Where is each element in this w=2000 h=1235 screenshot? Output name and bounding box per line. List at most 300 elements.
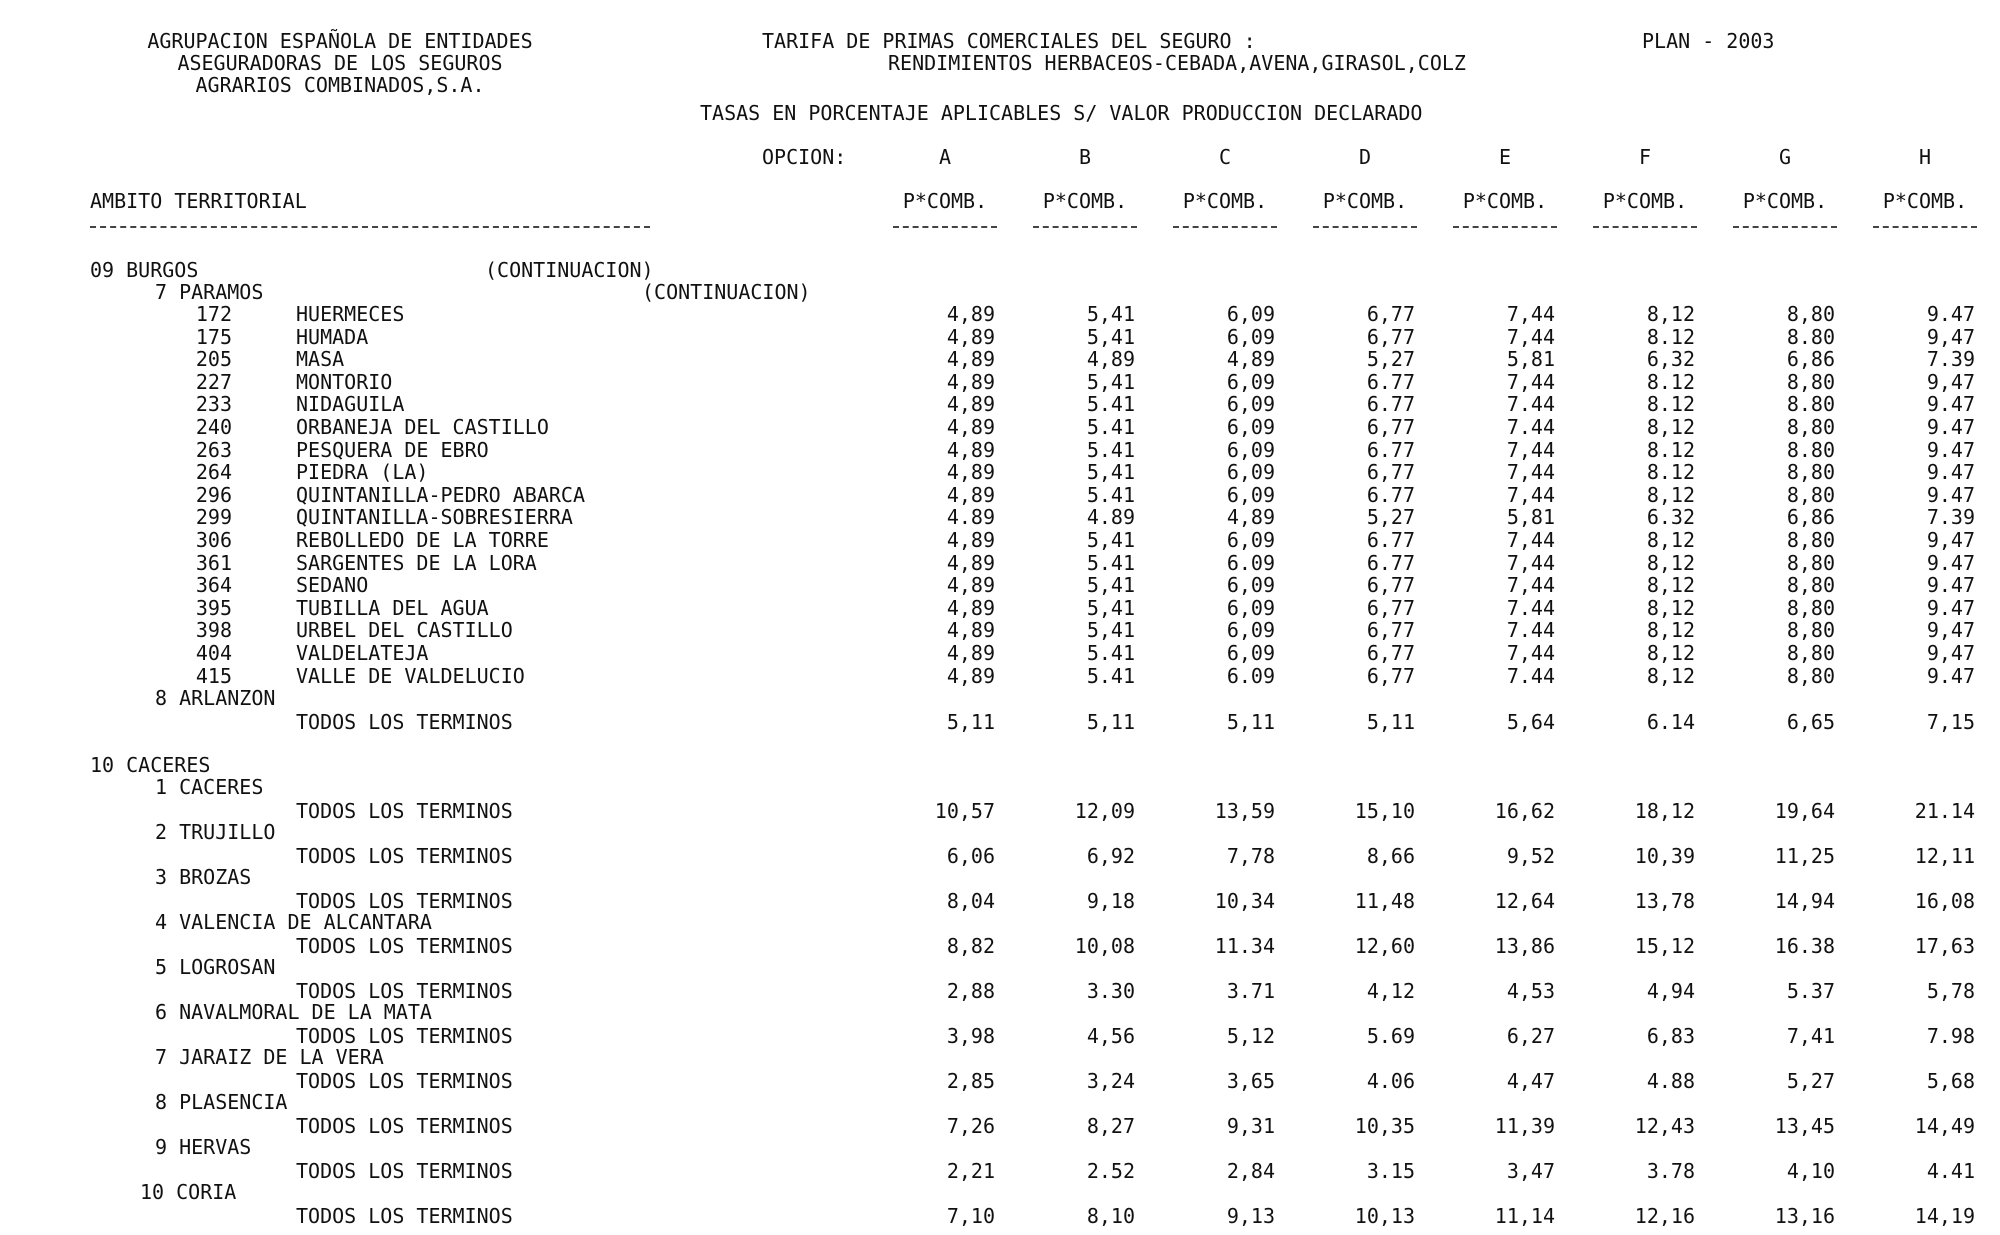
rate-cell-g: 8,80 <box>1786 415 1835 439</box>
rate-cell-b: 5.41 <box>1086 663 1135 688</box>
rate-cell-c: 2,84 <box>1226 1159 1275 1184</box>
municipality-code: 233 <box>195 392 232 417</box>
opcion-label: OPCION: <box>762 145 847 169</box>
municipality-code: 415 <box>195 663 232 688</box>
rate-cell-c: 6.09 <box>1226 550 1275 575</box>
rate-cell-f: 8,12 <box>1646 595 1695 620</box>
rate-cell-d: 15,10 <box>1354 799 1415 824</box>
rate-cell-b: 5.41 <box>1086 437 1135 462</box>
rate-cell-b: 5,41 <box>1086 573 1135 598</box>
rate-cell-f: 8,12 <box>1646 302 1695 326</box>
comarca-heading: 6 NAVALMORAL DE LA MATA <box>155 1000 432 1025</box>
rate-cell-g: 8,80 <box>1786 618 1835 643</box>
municipality-code: 240 <box>195 415 232 439</box>
tarifa-title: TARIFA DE PRIMAS COMERCIALES DEL SEGURO : <box>762 29 1256 53</box>
rate-cell-d: 12,60 <box>1354 934 1415 959</box>
rate-cell-h: 9.47 <box>1926 437 1975 462</box>
rate-cell-b: 5.41 <box>1086 550 1135 575</box>
rate-cell-d: 4,12 <box>1366 979 1415 1004</box>
rate-cell-a: 7,26 <box>946 1114 995 1139</box>
rate-cell-e: 16,62 <box>1494 799 1555 824</box>
municipality-name: URBEL DEL CASTILLO <box>296 618 513 643</box>
rate-cell-h: 12,11 <box>1914 844 1975 869</box>
rate-cell-b: 5,41 <box>1086 369 1135 394</box>
rate-cell-d: 8,66 <box>1366 844 1415 869</box>
rate-cell-b: 12,09 <box>1074 799 1135 824</box>
rate-cell-c: 4,89 <box>1226 505 1275 530</box>
option-subheader: P*COMB. <box>1182 189 1268 213</box>
rate-cell-f: 6,83 <box>1646 1024 1695 1049</box>
comarca-heading: 1 CACERES <box>155 775 264 800</box>
rate-cell-h: 5,68 <box>1926 1069 1975 1094</box>
municipality-name: PIEDRA (LA) <box>296 460 429 485</box>
ambito-underline <box>90 226 650 228</box>
rate-cell-d: 6,77 <box>1366 460 1415 485</box>
rate-cell-a: 7,10 <box>946 1204 995 1229</box>
rate-cell-f: 15,12 <box>1634 934 1695 959</box>
municipality-code: 361 <box>195 550 232 575</box>
rendimientos-subtitle: RENDIMIENTOS HERBACEOS-CEBADA,AVENA,GIRASOL,COLZ <box>888 51 1466 75</box>
todos-los-terminos-label: TODOS LOS TERMINOS <box>296 1114 513 1139</box>
municipality-code: 205 <box>195 347 232 372</box>
rate-cell-h: 17,63 <box>1914 934 1975 959</box>
rate-cell-g: 8,80 <box>1786 528 1835 552</box>
todos-los-terminos-label: TODOS LOS TERMINOS <box>296 889 513 914</box>
rate-cell-b: 8,27 <box>1086 1114 1135 1139</box>
rate-cell-e: 7.44 <box>1506 392 1555 417</box>
municipality-name: QUINTANILLA-PEDRO ABARCA <box>296 482 585 507</box>
rate-cell-f: 18,12 <box>1634 799 1695 824</box>
rate-cell-c: 6,09 <box>1226 369 1275 394</box>
rate-cell-a: 4,89 <box>946 595 995 620</box>
rate-cell-e: 4,47 <box>1506 1069 1555 1094</box>
rate-cell-f: 8.12 <box>1646 392 1695 417</box>
rate-cell-h: 7.39 <box>1926 505 1975 530</box>
rate-cell-g: 8,80 <box>1786 595 1835 620</box>
rate-cell-h: 9,47 <box>1926 369 1975 394</box>
rate-cell-d: 6,77 <box>1366 415 1415 439</box>
rate-cell-h: 7.98 <box>1926 1024 1975 1049</box>
municipality-name: HUERMECES <box>296 302 405 326</box>
rate-cell-e: 7,44 <box>1506 482 1555 507</box>
rate-cell-e: 11,39 <box>1494 1114 1555 1139</box>
rate-cell-c: 3.71 <box>1226 979 1275 1004</box>
rate-cell-c: 6,09 <box>1226 573 1275 598</box>
column-underline <box>1453 226 1557 228</box>
rate-cell-e: 7,44 <box>1506 641 1555 665</box>
rate-cell-a: 4,89 <box>946 641 995 665</box>
municipality-name: VALDELATEJA <box>296 641 429 665</box>
org-line-1: AGRUPACION ESPAÑOLA DE ENTIDADES <box>147 29 533 53</box>
rate-cell-g: 8,80 <box>1786 302 1835 326</box>
municipality-name: HUMADA <box>296 324 369 349</box>
option-letter-g: G <box>1778 145 1792 169</box>
rate-cell-d: 6.77 <box>1366 482 1415 507</box>
municipality-name: QUINTANILLA-SOBRESIERRA <box>296 505 573 530</box>
rate-cell-a: 4,89 <box>946 618 995 643</box>
rate-cell-b: 4,89 <box>1086 347 1135 372</box>
option-subheader: P*COMB. <box>902 189 988 213</box>
rate-cell-d: 6.77 <box>1366 369 1415 394</box>
rate-cell-c: 13,59 <box>1214 799 1275 824</box>
rate-cell-g: 5.37 <box>1786 979 1835 1004</box>
rate-cell-g: 6,65 <box>1786 710 1835 735</box>
rate-cell-f: 8,12 <box>1646 663 1695 688</box>
rate-cell-g: 13,16 <box>1774 1204 1835 1229</box>
rate-cell-h: 4.41 <box>1926 1159 1975 1184</box>
option-letter-e: E <box>1498 145 1512 169</box>
municipality-code: 227 <box>195 369 232 394</box>
rate-cell-h: 5,78 <box>1926 979 1975 1004</box>
rate-cell-f: 12,43 <box>1634 1114 1695 1139</box>
tasas-subtitle: TASAS EN PORCENTAJE APLICABLES S/ VALOR PRODUCCION DECLARADO <box>700 101 1423 125</box>
rate-cell-b: 5,41 <box>1086 528 1135 552</box>
rate-cell-e: 9,52 <box>1506 844 1555 869</box>
comarca-heading: 2 TRUJILLO <box>155 820 276 845</box>
option-subheader: P*COMB. <box>1602 189 1688 213</box>
todos-los-terminos-label: TODOS LOS TERMINOS <box>296 1069 513 1094</box>
rate-cell-e: 5,81 <box>1506 505 1555 530</box>
rate-cell-b: 4.89 <box>1086 505 1135 530</box>
rate-cell-c: 11.34 <box>1214 934 1275 959</box>
rate-cell-h: 7,15 <box>1926 710 1975 735</box>
org-line-2: ASEGURADORAS DE LOS SEGUROS <box>177 51 503 75</box>
rate-cell-h: 9,47 <box>1926 528 1975 552</box>
municipality-name: MONTORIO <box>296 369 393 394</box>
municipality-name: REBOLLEDO DE LA TORRE <box>296 528 549 552</box>
todos-los-terminos-label: TODOS LOS TERMINOS <box>296 934 513 959</box>
todos-los-terminos-label: TODOS LOS TERMINOS <box>296 1024 513 1049</box>
ambito-territorial-label: AMBITO TERRITORIAL <box>90 189 307 213</box>
rate-cell-g: 6,86 <box>1786 505 1835 530</box>
rate-cell-g: 6,86 <box>1786 347 1835 372</box>
option-subheader: P*COMB. <box>1742 189 1828 213</box>
rate-cell-a: 4,89 <box>946 392 995 417</box>
municipality-code: 395 <box>195 595 232 620</box>
municipality-code: 364 <box>195 573 232 598</box>
rate-cell-b: 2.52 <box>1086 1159 1135 1184</box>
rate-cell-f: 8.12 <box>1646 460 1695 485</box>
rate-cell-d: 6.77 <box>1366 437 1415 462</box>
rate-cell-c: 5,12 <box>1226 1024 1275 1049</box>
rate-cell-h: 9,47 <box>1926 618 1975 643</box>
rate-cell-e: 3,47 <box>1506 1159 1555 1184</box>
municipality-code: 172 <box>195 302 232 326</box>
rate-cell-d: 6,77 <box>1366 595 1415 620</box>
comarca-heading: 8 PLASENCIA <box>155 1090 288 1115</box>
rate-cell-e: 7.44 <box>1506 415 1555 439</box>
rate-cell-g: 5,27 <box>1786 1069 1835 1094</box>
rate-cell-f: 6.32 <box>1646 505 1695 530</box>
todos-los-terminos-label: TODOS LOS TERMINOS <box>296 979 513 1004</box>
option-letter-c: C <box>1218 145 1232 169</box>
rate-cell-h: 9,47 <box>1926 324 1975 349</box>
rate-cell-e: 11,14 <box>1494 1204 1555 1229</box>
rate-cell-a: 5,11 <box>946 710 995 735</box>
org-line-3: AGRARIOS COMBINADOS,S.A. <box>195 73 485 97</box>
rate-cell-d: 6.77 <box>1366 550 1415 575</box>
option-subheader: P*COMB. <box>1462 189 1548 213</box>
rate-cell-f: 6.14 <box>1646 710 1695 735</box>
rate-cell-c: 7,78 <box>1226 844 1275 869</box>
rate-cell-c: 5,11 <box>1226 710 1275 735</box>
rate-cell-g: 16.38 <box>1774 934 1835 959</box>
municipality-code: 263 <box>195 437 232 462</box>
rate-cell-a: 4,89 <box>946 324 995 349</box>
rate-cell-a: 4,89 <box>946 528 995 552</box>
option-letter-a: A <box>938 145 952 169</box>
rate-cell-g: 19,64 <box>1774 799 1835 824</box>
rate-cell-g: 8,80 <box>1786 369 1835 394</box>
comarca-heading: 8 ARLANZON <box>155 686 276 711</box>
rate-cell-d: 6,77 <box>1366 663 1415 688</box>
rate-cell-g: 7,41 <box>1786 1024 1835 1049</box>
rate-cell-e: 7,44 <box>1506 550 1555 575</box>
municipality-name: SARGENTES DE LA LORA <box>296 550 537 575</box>
municipality-name: SEDANO <box>296 573 369 598</box>
rate-cell-b: 5,41 <box>1086 595 1135 620</box>
continuation-label: (CONTINUACION) <box>485 258 654 282</box>
municipality-code: 398 <box>195 618 232 643</box>
rate-cell-e: 5,81 <box>1506 347 1555 372</box>
rate-cell-a: 4,89 <box>946 437 995 462</box>
rate-cell-c: 6,09 <box>1226 460 1275 485</box>
rate-cell-b: 5.41 <box>1086 641 1135 665</box>
rate-cell-c: 6,09 <box>1226 392 1275 417</box>
municipality-code: 264 <box>195 460 232 485</box>
rate-cell-e: 7.44 <box>1506 595 1555 620</box>
rate-cell-e: 4,53 <box>1506 979 1555 1004</box>
rate-cell-d: 6.77 <box>1366 392 1415 417</box>
todos-los-terminos-label: TODOS LOS TERMINOS <box>296 799 513 824</box>
option-letter-b: B <box>1078 145 1092 169</box>
rate-cell-c: 9,31 <box>1226 1114 1275 1139</box>
rate-cell-b: 3.30 <box>1086 979 1135 1004</box>
rate-cell-a: 4,89 <box>946 302 995 326</box>
rate-cell-c: 6,09 <box>1226 302 1275 326</box>
rate-cell-e: 7,44 <box>1506 528 1555 552</box>
rate-cell-a: 4,89 <box>946 369 995 394</box>
comarca-heading: 4 VALENCIA DE ALCANTARA <box>155 910 432 935</box>
column-underline <box>1873 226 1977 228</box>
rate-cell-a: 4,89 <box>946 415 995 439</box>
municipality-code: 299 <box>195 505 232 530</box>
municipality-name: NIDAGUILA <box>296 392 405 417</box>
rate-cell-a: 4,89 <box>946 573 995 598</box>
rate-cell-e: 7.44 <box>1506 663 1555 688</box>
rate-cell-e: 7.44 <box>1506 618 1555 643</box>
rate-cell-e: 6,27 <box>1506 1024 1555 1049</box>
rate-cell-b: 10,08 <box>1074 934 1135 959</box>
municipality-code: 175 <box>195 324 232 349</box>
rate-cell-e: 7,44 <box>1506 369 1555 394</box>
rate-cell-d: 5,27 <box>1366 347 1415 372</box>
rate-cell-h: 14,49 <box>1914 1114 1975 1139</box>
municipality-code: 306 <box>195 528 232 552</box>
rate-cell-h: 14,19 <box>1914 1204 1975 1229</box>
comarca-heading: 3 BROZAS <box>155 865 252 890</box>
rate-cell-f: 6,32 <box>1646 347 1695 372</box>
column-underline <box>1033 226 1137 228</box>
rate-cell-c: 6,09 <box>1226 528 1275 552</box>
rate-cell-h: 7.39 <box>1926 347 1975 372</box>
todos-los-terminos-label: TODOS LOS TERMINOS <box>296 1159 513 1184</box>
rate-cell-c: 4,89 <box>1226 347 1275 372</box>
rate-cell-d: 10,35 <box>1354 1114 1415 1139</box>
rate-cell-a: 4.89 <box>946 505 995 530</box>
rate-cell-d: 11,48 <box>1354 889 1415 914</box>
rate-cell-f: 12,16 <box>1634 1204 1695 1229</box>
rate-cell-h: 9,47 <box>1926 641 1975 665</box>
rate-cell-g: 8,80 <box>1786 482 1835 507</box>
todos-los-terminos-label: TODOS LOS TERMINOS <box>296 710 513 735</box>
rate-cell-h: 9.47 <box>1926 302 1975 326</box>
rate-cell-d: 10,13 <box>1354 1204 1415 1229</box>
rate-cell-a: 2,21 <box>946 1159 995 1184</box>
rate-cell-h: 9.47 <box>1926 595 1975 620</box>
rate-cell-e: 7,44 <box>1506 460 1555 485</box>
rate-cell-a: 4,89 <box>946 482 995 507</box>
rate-cell-h: 16,08 <box>1914 889 1975 914</box>
rate-cell-f: 8,12 <box>1646 482 1695 507</box>
rate-cell-c: 6,09 <box>1226 641 1275 665</box>
rate-cell-d: 6.77 <box>1366 528 1415 552</box>
comarca-heading: 9 HERVAS <box>155 1135 252 1160</box>
municipality-name: ORBANEJA DEL CASTILLO <box>296 415 549 439</box>
rate-cell-c: 6.09 <box>1226 663 1275 688</box>
rate-cell-g: 13,45 <box>1774 1114 1835 1139</box>
rate-cell-c: 6,09 <box>1226 482 1275 507</box>
rate-cell-g: 14,94 <box>1774 889 1835 914</box>
rate-cell-f: 8.12 <box>1646 324 1695 349</box>
rate-cell-b: 5,41 <box>1086 460 1135 485</box>
rate-cell-a: 3,98 <box>946 1024 995 1049</box>
option-subheader: P*COMB. <box>1882 189 1968 213</box>
column-underline <box>1313 226 1417 228</box>
rate-cell-a: 10,57 <box>934 799 995 824</box>
rate-cell-h: 9.47 <box>1926 482 1975 507</box>
rate-cell-g: 8,80 <box>1786 460 1835 485</box>
rate-cell-g: 8,80 <box>1786 663 1835 688</box>
rate-cell-a: 4,89 <box>946 550 995 575</box>
rate-cell-b: 3,24 <box>1086 1069 1135 1094</box>
rate-cell-a: 4,89 <box>946 663 995 688</box>
rate-cell-f: 8,12 <box>1646 415 1695 439</box>
rate-cell-c: 6,09 <box>1226 618 1275 643</box>
rate-cell-c: 10,34 <box>1214 889 1275 914</box>
rate-cell-e: 7,44 <box>1506 324 1555 349</box>
rate-cell-d: 3.15 <box>1366 1159 1415 1184</box>
comarca-heading: 10 CORIA <box>140 1180 237 1205</box>
rate-cell-b: 4,56 <box>1086 1024 1135 1049</box>
municipality-code: 296 <box>195 482 232 507</box>
rate-cell-h: 9.47 <box>1926 573 1975 598</box>
rate-cell-c: 6,09 <box>1226 415 1275 439</box>
rate-cell-c: 3,65 <box>1226 1069 1275 1094</box>
rate-cell-g: 4,10 <box>1786 1159 1835 1184</box>
rate-cell-g: 8.80 <box>1786 324 1835 349</box>
rate-cell-b: 5,41 <box>1086 302 1135 326</box>
rate-cell-d: 6,77 <box>1366 573 1415 598</box>
municipality-code: 404 <box>195 641 232 665</box>
rate-cell-f: 8.12 <box>1646 369 1695 394</box>
option-letter-f: F <box>1638 145 1652 169</box>
rate-cell-b: 5.41 <box>1086 482 1135 507</box>
rate-cell-a: 2,88 <box>946 979 995 1004</box>
option-letter-d: D <box>1358 145 1372 169</box>
rate-cell-e: 7,44 <box>1506 573 1555 598</box>
rate-cell-e: 7,44 <box>1506 437 1555 462</box>
rate-cell-f: 4,94 <box>1646 979 1695 1004</box>
rate-cell-c: 6,09 <box>1226 324 1275 349</box>
comarca-heading: 7 JARAIZ DE LA VERA <box>155 1045 384 1070</box>
rate-cell-g: 8,80 <box>1786 641 1835 665</box>
municipality-name: PESQUERA DE EBRO <box>296 437 489 462</box>
rate-cell-b: 5.41 <box>1086 392 1135 417</box>
rate-cell-g: 11,25 <box>1774 844 1835 869</box>
rate-cell-d: 5.69 <box>1366 1024 1415 1049</box>
rate-cell-e: 7,44 <box>1506 302 1555 326</box>
rate-cell-g: 8.80 <box>1786 392 1835 417</box>
rate-cell-d: 5,11 <box>1366 710 1415 735</box>
organization-block <box>60 30 620 96</box>
rate-cell-f: 3.78 <box>1646 1159 1695 1184</box>
rate-cell-f: 4.88 <box>1646 1069 1695 1094</box>
rate-cell-g: 8.80 <box>1786 437 1835 462</box>
rate-cell-a: 2,85 <box>946 1069 995 1094</box>
rate-cell-f: 8,12 <box>1646 641 1695 665</box>
province-heading: 10 CACERES <box>90 753 211 778</box>
municipality-name: MASA <box>296 347 345 372</box>
rate-cell-d: 4.06 <box>1366 1069 1415 1094</box>
rate-cell-b: 8,10 <box>1086 1204 1135 1229</box>
rate-cell-h: 9.47 <box>1926 415 1975 439</box>
rate-cell-b: 5.41 <box>1086 415 1135 439</box>
rate-cell-d: 5,27 <box>1366 505 1415 530</box>
rate-cell-f: 8.12 <box>1646 437 1695 462</box>
rate-cell-b: 5,41 <box>1086 618 1135 643</box>
municipality-name: VALLE DE VALDELUCIO <box>296 663 525 688</box>
rate-cell-h: 21.14 <box>1914 799 1975 824</box>
rate-cell-c: 9,13 <box>1226 1204 1275 1229</box>
province-heading: 09 BURGOS <box>90 258 199 282</box>
rate-cell-d: 6,77 <box>1366 641 1415 665</box>
rate-cell-d: 6,77 <box>1366 324 1415 349</box>
rate-cell-d: 6,77 <box>1366 618 1415 643</box>
rate-cell-d: 6,77 <box>1366 302 1415 326</box>
rate-cell-a: 6,06 <box>946 844 995 869</box>
rate-cell-b: 5,11 <box>1086 710 1135 735</box>
rate-cell-a: 8,04 <box>946 889 995 914</box>
rate-cell-a: 4,89 <box>946 347 995 372</box>
todos-los-terminos-label: TODOS LOS TERMINOS <box>296 1204 513 1229</box>
municipality-name: TUBILLA DEL AGUA <box>296 595 489 620</box>
rate-cell-g: 8,80 <box>1786 550 1835 575</box>
rate-cell-b: 9,18 <box>1086 889 1135 914</box>
rate-cell-b: 6,92 <box>1086 844 1135 869</box>
todos-los-terminos-label: TODOS LOS TERMINOS <box>296 844 513 869</box>
comarca-heading: 7 PARAMOS <box>155 280 264 304</box>
rate-cell-f: 8,12 <box>1646 550 1695 575</box>
rate-cell-h: 9.47 <box>1926 663 1975 688</box>
rate-cell-f: 8,12 <box>1646 573 1695 598</box>
rate-cell-f: 13,78 <box>1634 889 1695 914</box>
column-underline <box>1733 226 1837 228</box>
rate-cell-g: 8,80 <box>1786 573 1835 598</box>
rate-cell-e: 12,64 <box>1494 889 1555 914</box>
option-subheader: P*COMB. <box>1042 189 1128 213</box>
option-subheader: P*COMB. <box>1322 189 1408 213</box>
